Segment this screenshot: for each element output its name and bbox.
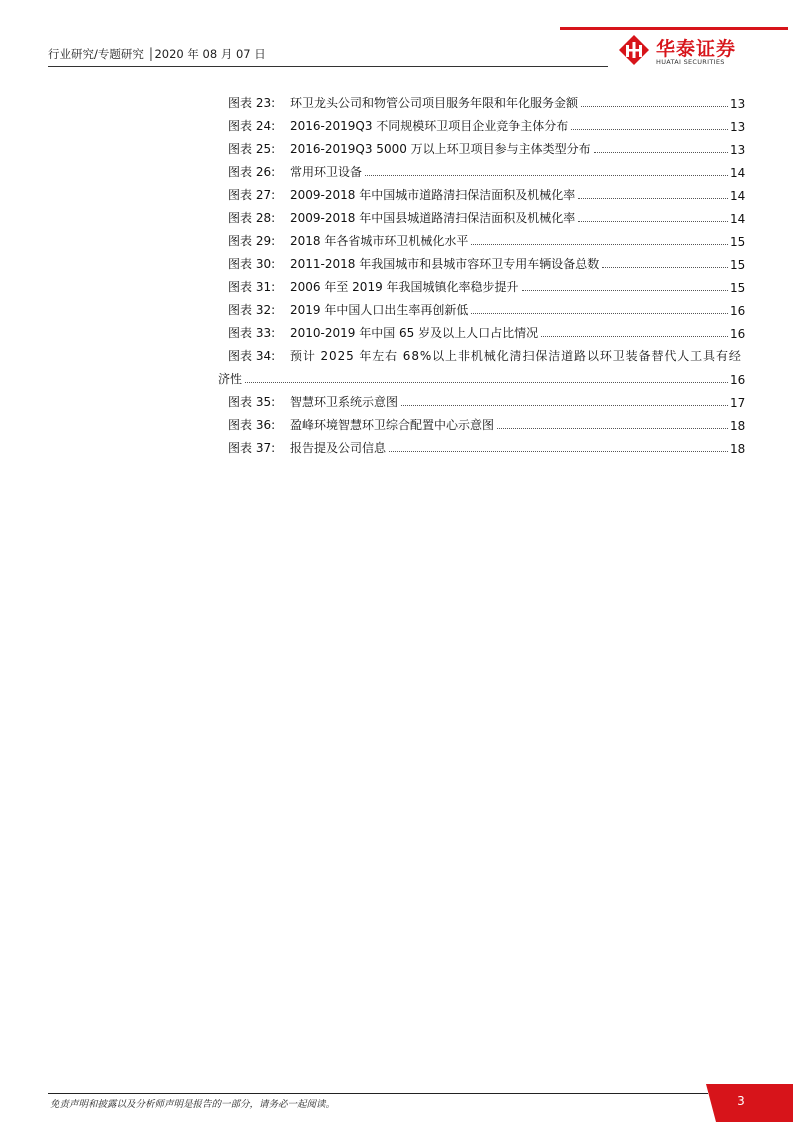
toc-leader: [522, 290, 728, 291]
toc-item[interactable]: [228, 295, 744, 318]
toc-page: 14: [730, 166, 746, 180]
toc-title: 济性: [218, 372, 243, 386]
toc-leader: [245, 382, 728, 383]
toc-item[interactable]: [228, 272, 744, 295]
toc-label: 图表 27:: [228, 188, 276, 202]
toc-title: 智慧环卫系统示意图: [290, 395, 399, 409]
toc-label: 图表 24:: [228, 119, 276, 133]
toc-page: 14: [730, 189, 746, 203]
toc-page: 13: [730, 120, 746, 134]
toc-label: 图表 32:: [228, 303, 276, 317]
toc-title: 2011-2018 年我国城市和县城市容环卫专用车辆设备总数: [290, 257, 600, 271]
footer-divider: [48, 1093, 708, 1094]
toc-title: 常用环卫设备: [290, 165, 363, 179]
toc-item[interactable]: [228, 203, 744, 226]
toc-page: 13: [730, 143, 746, 157]
toc-page: 15: [730, 235, 746, 249]
toc-item[interactable]: [228, 433, 744, 456]
header-accent-bar: [560, 27, 788, 30]
toc-leader: [571, 129, 728, 130]
toc-title: 2010-2019 年中国 65 岁及以上人口占比情况: [290, 326, 539, 340]
huatai-logo-mark-icon: [618, 34, 650, 66]
toc-item[interactable]: [228, 157, 744, 180]
toc-label: 图表 23:: [228, 96, 276, 110]
toc-leader: [581, 106, 728, 107]
toc-title: 盈峰环境智慧环卫综合配置中心示意图: [290, 418, 495, 432]
toc-item[interactable]: [228, 341, 744, 364]
toc-item[interactable]: [228, 180, 744, 203]
toc-item[interactable]: [228, 226, 744, 249]
header-report-type-date: 行业研究/专题研究 │2020 年 08 月 07 日: [48, 47, 266, 61]
toc-item[interactable]: [228, 111, 744, 134]
logo-english-name: HUATAI SECURITIES: [656, 58, 725, 66]
page-number: 3: [737, 1094, 745, 1108]
page-number-box: [716, 1084, 793, 1122]
toc-title: 2018 年各省城市环卫机械化水平: [290, 234, 469, 248]
toc-leader: [578, 198, 728, 199]
toc-title: 报告提及公司信息: [290, 441, 387, 455]
huatai-logo: [618, 34, 748, 68]
toc-title: 环卫龙头公司和物管公司项目服务年限和年化服务金额: [290, 96, 579, 110]
toc-title: 2016-2019Q3 不同规模环卫项目企业竞争主体分布: [290, 119, 569, 133]
toc-title: 2016-2019Q3 5000 万以上环卫项目参与主体类型分布: [290, 142, 591, 156]
toc-label: 图表 29:: [228, 234, 276, 248]
logo-chinese-name: 华泰证券: [656, 38, 737, 60]
figure-index-list: [218, 88, 746, 456]
toc-title: 预计 2025 年左右 68%以上非机械化清扫保洁道路以环卫装备替代人工具有经: [290, 349, 742, 363]
toc-item[interactable]: [228, 134, 744, 157]
toc-label: 图表 37:: [228, 441, 276, 455]
toc-page: 15: [730, 281, 746, 295]
toc-item[interactable]: [228, 249, 744, 272]
toc-page: 13: [730, 97, 746, 111]
toc-title: 2009-2018 年中国县城道路清扫保洁面积及机械化率: [290, 211, 576, 225]
toc-leader: [471, 244, 728, 245]
footer-disclaimer: 免责声明和披露以及分析师声明是报告的一部分，请务必一起阅读。: [50, 1099, 336, 1110]
header-divider: [48, 66, 608, 67]
toc-item[interactable]: [228, 410, 744, 433]
toc-label: 图表 31:: [228, 280, 276, 294]
toc-item[interactable]: [228, 88, 744, 111]
toc-leader: [578, 221, 728, 222]
toc-label: 图表 35:: [228, 395, 276, 409]
toc-label: 图表 33:: [228, 326, 276, 340]
toc-label: 图表 36:: [228, 418, 276, 432]
toc-title: 2006 年至 2019 年我国城镇化率稳步提升: [290, 280, 519, 294]
toc-label: 图表 30:: [228, 257, 276, 271]
toc-page: 17: [730, 396, 746, 410]
page-number-wedge: [706, 1084, 716, 1122]
toc-leader: [602, 267, 728, 268]
toc-page: 14: [730, 212, 746, 226]
toc-page: 18: [730, 442, 746, 456]
toc-leader: [541, 336, 728, 337]
toc-leader: [471, 313, 728, 314]
toc-page: 16: [730, 373, 746, 387]
toc-label: 图表 28:: [228, 211, 276, 225]
toc-item[interactable]: [228, 387, 744, 410]
toc-item[interactable]: [228, 318, 744, 341]
toc-title: 2009-2018 年中国城市道路清扫保洁面积及机械化率: [290, 188, 576, 202]
toc-leader: [401, 405, 728, 406]
toc-page: 15: [730, 258, 746, 272]
toc-page: 18: [730, 419, 746, 433]
toc-leader: [365, 175, 728, 176]
toc-title: 2019 年中国人口出生率再创新低: [290, 303, 469, 317]
toc-leader: [497, 428, 728, 429]
toc-leader: [594, 152, 728, 153]
toc-label: 图表 34:: [228, 349, 276, 363]
toc-page: 16: [730, 327, 746, 341]
toc-label: 图表 26:: [228, 165, 276, 179]
toc-page: 16: [730, 304, 746, 318]
toc-label: 图表 25:: [228, 142, 276, 156]
toc-leader: [389, 451, 728, 452]
toc-item-continuation[interactable]: [0, 364, 744, 387]
